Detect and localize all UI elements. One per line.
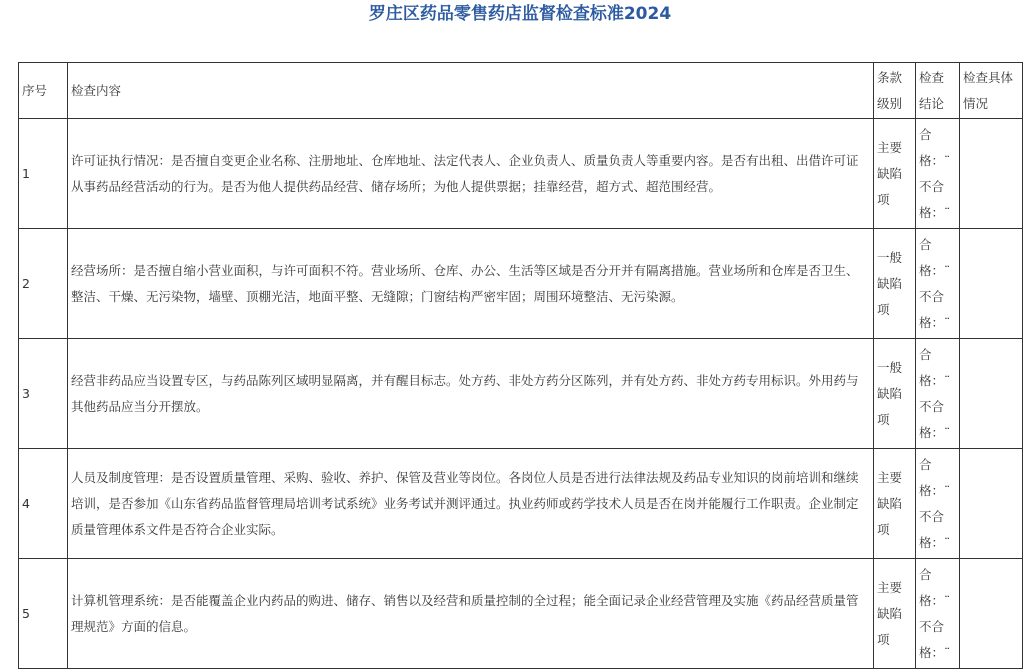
row-detail — [960, 559, 1023, 669]
row-content: 经营非药品应当设置专区，与药品陈列区域明显隔离，并有醒目标志。处方药、非处方药分区陈列，并有处方药、非处方药专用标识。外用药与其他药品应当分开摆放。 — [68, 339, 874, 449]
row-level — [874, 449, 916, 559]
header-detail — [960, 63, 1023, 119]
page-title: 罗庄区药品零售药店监督检查标准2024 — [368, 4, 672, 24]
header-level-label: 条款级别 — [877, 69, 903, 111]
row-index: 2 — [19, 229, 68, 339]
row-result — [916, 559, 960, 669]
row-level-text: 主要缺陷项 — [877, 139, 903, 207]
row-content: 人员及制度管理：是否设置质量管理、采购、验收、养护、保管及营业等岗位。各岗位人员是否进行法律法规及药品专业知识的岗前培训和继续培训，是否参加《山东省药品监督管理局培训考试系统》业务考试并测评通过。执业药师或药学技术人员是否在岗并能履行工作职责。企业制定质量管理体系文件是否符合企业实际。 — [68, 449, 874, 559]
inspection-standard-table — [18, 62, 1023, 669]
row-content: 计算机管理系统：是否能覆盖企业内药品的购进、储存、销售以及经营和质量控制的全过程；能全面记录企业经营管理及实施《药品经营质量管理规范》方面的信息。 — [68, 559, 874, 669]
row-level-text: 主要缺陷项 — [877, 579, 903, 647]
row-level-text: 主要缺陷项 — [877, 469, 903, 537]
row-index: 3 — [19, 339, 68, 449]
table-row — [19, 559, 1023, 669]
header-index: 序号 — [19, 63, 68, 119]
header-level — [874, 63, 916, 119]
row-level — [874, 119, 916, 229]
row-result — [916, 449, 960, 559]
row-level — [874, 339, 916, 449]
row-result — [916, 119, 960, 229]
row-detail — [960, 339, 1023, 449]
header-content: 检查内容 — [68, 63, 874, 119]
row-level — [874, 229, 916, 339]
row-content: 经营场所：是否擅自缩小营业面积，与许可面积不符。营业场所、仓库、办公、生活等区域是否分开并有隔离措施。营业场所和仓库是否卫生、整洁、干燥、无污染物，墙壁、顶棚光洁，地面平整、无缝隙；门窗结构严密牢固；周围环境整洁、无污染源。 — [68, 229, 874, 339]
row-level — [874, 559, 916, 669]
row-result-text: 合格：¨ 不合格：¨ — [919, 236, 951, 330]
row-index: 4 — [19, 449, 68, 559]
table-row — [19, 449, 1023, 559]
table-row — [19, 119, 1023, 229]
row-result-text: 合格：¨ 不合格：¨ — [919, 566, 951, 660]
header-result-label: 检查结论 — [919, 69, 945, 111]
table-row — [19, 339, 1023, 449]
row-result — [916, 339, 960, 449]
table-header-row — [19, 63, 1023, 119]
header-result — [916, 63, 960, 119]
row-result-text: 合格：¨ 不合格：¨ — [919, 126, 951, 220]
row-index: 1 — [19, 119, 68, 229]
row-detail — [960, 119, 1023, 229]
row-level-text: 一般缺陷项 — [877, 359, 903, 427]
row-result-text: 合格：¨ 不合格：¨ — [919, 346, 951, 440]
row-result-text: 合格：¨ 不合格：¨ — [919, 456, 951, 550]
row-level-text: 一般缺陷项 — [877, 249, 903, 317]
row-content: 许可证执行情况：是否擅自变更企业名称、注册地址、仓库地址、法定代表人、企业负责人、质量负责人等重要内容。是否有出租、出借许可证从事药品经营活动的行为。是否为他人提供药品经营、储存场所；为他人提供票据；挂靠经营，超方式、超范围经营。 — [68, 119, 874, 229]
row-detail — [960, 229, 1023, 339]
table-row — [19, 229, 1023, 339]
row-index: 5 — [19, 559, 68, 669]
row-result — [916, 229, 960, 339]
header-detail-label: 检查具体情况 — [963, 69, 1014, 111]
row-detail — [960, 449, 1023, 559]
